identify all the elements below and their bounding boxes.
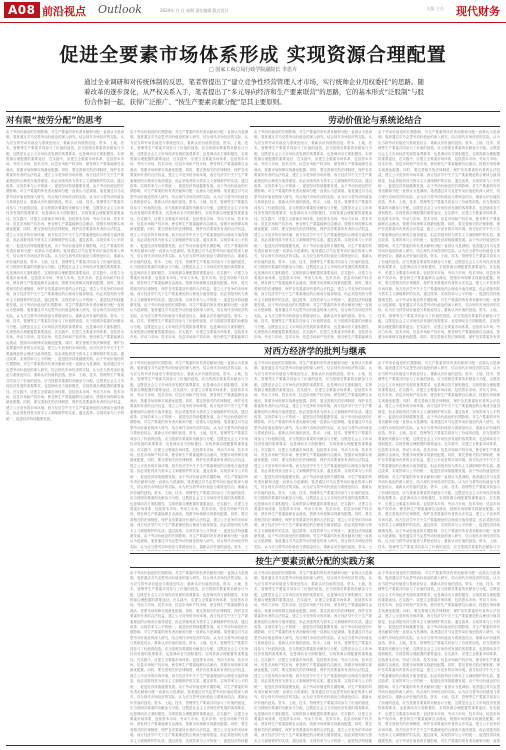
column-7: 由于劳动价值论的长期影响，对生产要素的所有者贡献和分配一直被认为是剥削。笔者通过对马克思劳动价值论的深入研究，结合现代市场经济的实际，认为应当将劳动价值论与系统论结合，重新认识价值的创造。资本、土地、技术、管理等生产要素共同参与了价值的创造，应当按照各要素的贡献参与分配。这既是社会主义市场经济发展的客观要求，也是调动各方面积极性、实现资源合理配置的重要途径。在实践中，应建立全要素市场体系，包括资本市场、劳动力市场、技术市场、信息市场和产权市场，使各种生产要素能够自由流动，按照市场规律实现最优配置。同时，要完善相关的法律制度，保护各类要素所有者的合法权益，建立公平竞争的市场环境。西方经济学中关于生产要素理论的合理成分值得借鉴，但必须批判其为资本主义剥削辩护的实质。通过改革，实现效率与公平的统一，促进经济持续健康发展。由于劳动价值论的长期影响，对生产要素的所有者贡献和分配一直被认为是剥削。笔者通过对马克思劳动价值论的深入研究，结合现代市场经济的实际，认为应当将劳动价值论与系统论结合，重新认识价值的创造。资本、土地、技术、管理等生产要素共同参与了价值的创造，应当按照各要素的贡献参与分配。这既是社会主义市场经济发展的客观要求，也是调动各方面积极性、实现资源合理配置的重要途径。在实践中，应建立全要素市场体系，包括资本市场、劳动力市场、技术市场、信息市场和产权市场，使各种生产要素能够自由流动，按照市场规律实现最优配置。同时，要完善相关的法律制度，保护各类要素所有者的合法权益，建立公平竞争的市场环境。西方经济学中关于生产要素理论的合理成分值得借鉴，但必须批判其为资本主义剥削辩护的实质。通过改革，实现效率与公平的统一，促进经济持续健康发展。由于劳动价值论的长期影响，对生产要素的所有者贡献和分配一直被认为是剥削。笔者通过对马克思劳动价值论的深入研究，结合现代市场经济的实际，认为应当将劳动价值论与系统论结合，重新认识价值的创造。资本、土地、技术、管理等生产要素共同参与了价值的创造，应当按照各要素的贡献参与分配。这既是社会主义市场经济发展的客观要求，也是调动各方面积极性、实现资源合理配置的重要途径。在实践中，应建立全要素市场体系，包括资本市场、劳动力市场、技术市场、信息市场和产权市场，使各种生产要素能够自由流动，按照市场规律实现最优配置。同时，要完善相关的法律制度，保护各类要素所有者的合法权益，建立公平竞争的市场环境。西方经济学中关于生产要素理论的合理成分值得借鉴，但必须批判其为资本主义剥削辩护的实质。通过改革，实现效率与公平的统一，促进经济持续健康发展。由于劳动价值论的长期影响，对生产要素的所有者贡献和分配一直被认为是剥削。笔者通过对马克思劳动价值论的深入研究，结合现代市场经济的实际，认为应当将劳动价值论与系统论结合，重新认识价值的创造。资本、土地、技术、管理等生产要素共同参与了价值的创造，应当按照各要素的贡献参与分 [378,361,500,549]
column-1: 由于劳动价值论的长期影响，对生产要素的所有者贡献和分配一直被认为是剥削。笔者通过对马克思劳动价值论的深入研究，结合现代市场经济的实际，认为应当将劳动价值论与系统论结合，重新认识价值的创造。资本、土地、技术、管理等生产要素共同参与了价值的创造，应当按照各要素的贡献参与分配。这既是社会主义市场经济发展的客观要求，也是调动各方面积极性、实现资源合理配置的重要途径。在实践中，应建立全要素市场体系，包括资本市场、劳动力市场、技术市场、信息市场和产权市场，使各种生产要素能够自由流动，按照市场规律实现最优配置。同时，要完善相关的法律制度，保护各类要素所有者的合法权益，建立公平竞争的市场环境。西方经济学中关于生产要素理论的合理成分值得借鉴，但必须批判其为资本主义剥削辩护的实质。通过改革，实现效率与公平的统一，促进经济持续健康发展。由于劳动价值论的长期影响，对生产要素的所有者贡献和分配一直被认为是剥削。笔者通过对马克思劳动价值论的深入研究，结合现代市场经济的实际，认为应当将劳动价值论与系统论结合，重新认识价值的创造。资本、土地、技术、管理等生产要素共同参与了价值的创造，应当按照各要素的贡献参与分配。这既是社会主义市场经济发展的客观要求，也是调动各方面积极性、实现资源合理配置的重要途径。在实践中，应建立全要素市场体系，包括资本市场、劳动力市场、技术市场、信息市场和产权市场，使各种生产要素能够自由流动，按照市场规律实现最优配置。同时，要完善相关的法律制度，保护各类要素所有者的合法权益，建立公平竞争的市场环境。西方经济学中关于生产要素理论的合理成分值得借鉴，但必须批判其为资本主义剥削辩护的实质。通过改革，实现效率与公平的统一，促进经济持续健康发展。由于劳动价值论的长期影响，对生产要素的所有者贡献和分配一直被认为是剥削。笔者通过对马克思劳动价值论的深入研究，结合现代市场经济的实际，认为应当将劳动价值论与系统论结合，重新认识价值的创造。资本、土地、技术、管理等生产要素共同参与了价值的创造，应当按照各要素的贡献参与分配。这既是社会主义市场经济发展的客观要求，也是调动各方面积极性、实现资源合理配置的重要途径。在实践中，应建立全要素市场体系，包括资本市场、劳动力市场、技术市场、信息市场和产权市场，使各种生产要素能够自由流动，按照市场规律实现最优配置。同时，要完善相关的法律制度，保护各类要素所有者的合法权益，建立公平竞争的市场环境。西方经济学中关于生产要素理论的合理成分值得借鉴，但必须批判其为资本主义剥削辩护的实质。通过改革，实现效率与公平的统一，促进经济持续健康发展。由于劳动价值论的长期影响，对生产要素的所有者贡献和分配一直被认为是剥削。笔者通过对马克思劳动价值论的深入研究，结合现代市场经济的实际，认为应当将劳动价值论与系统论结合，重新认识价值的创造。资本、土地、技术、管理等生产要素共同参与了价值的创造，应当按照各要素的贡献参与分配。这既是社会主义市场经济发展的客观要求，也是调动各方面积极性、实现资源合理配置的重要途径。在实践中，应建立全要素市场体系，包括资本市场、劳动力市场、技术市场、信息市场和产权市场，使各种生产要素能够自由流动，按照市场规律实现最优配置。同时，要完善相关的法律制度，保护各类要素所有者的合法权益，建立公平竞争的市场环境。西方经济学中关于生产要素理论的合理成分值得借鉴，但必须批判其为资本主义剥削辩护的实质。通过改革，实现效率与公平的统一，促进经济持续健康发展。由于劳动价值论的长期影响，对生产要素的所有者贡献和分配一直被认为是剥削。笔者通过对马克思劳动价值论的深入研究，结合现代市场经济的实际，认为应当将劳动价值论与系统论结合，重新认识价值的创造。资本、土地、技术、管理等生产要素共同参与了价值的创造，应当按照各要素的贡献参与分配。这既是社会主义市场经济发展的客观要求，也是调动各方面积极性、实现资源合理配置的重要途径。在实践中，应建立全要素市场体系，包括资本市场、劳动力市场、技术市场、信息市场和产权市场，使各种生产要素能够自由流动，按照市场规律实现最优配置。同时，要完善相关的法律制度，保护各类要素所有者的合法权益，建立公平竞争的市场环境。西方经济学中关于生产要素理论的合理成分值得借鉴，但必须批判其为资本主义剥削辩护的实质。通过改革，实现效率与公平的统一，促进经济持续健康发展。 [6,130,124,421]
subhead-2-underline [250,126,500,127]
subhead-3-underline [130,357,500,358]
subhead-4-underline [130,567,500,568]
divider-bottom [6,745,500,746]
article-headline: 促进全要素市场体系形成 实现资源合理配置 [59,44,447,66]
column-6: 由于劳动价值论的长期影响，对生产要素的所有者贡献和分配一直被认为是剥削。笔者通过对马克思劳动价值论的深入研究，结合现代市场经济的实际，认为应当将劳动价值论与系统论结合，重新认识价值的创造。资本、土地、技术、管理等生产要素共同参与了价值的创造，应当按照各要素的贡献参与分配。这既是社会主义市场经济发展的客观要求，也是调动各方面积极性、实现资源合理配置的重要途径。在实践中，应建立全要素市场体系，包括资本市场、劳动力市场、技术市场、信息市场和产权市场，使各种生产要素能够自由流动，按照市场规律实现最优配置。同时，要完善相关的法律制度，保护各类要素所有者的合法权益，建立公平竞争的市场环境。西方经济学中关于生产要素理论的合理成分值得借鉴，但必须批判其为资本主义剥削辩护的实质。通过改革，实现效率与公平的统一，促进经济持续健康发展。由于劳动价值论的长期影响，对生产要素的所有者贡献和分配一直被认为是剥削。笔者通过对马克思劳动价值论的深入研究，结合现代市场经济的实际，认为应当将劳动价值论与系统论结合，重新认识价值的创造。资本、土地、技术、管理等生产要素共同参与了价值的创造，应当按照各要素的贡献参与分配。这既是社会主义市场经济发展的客观要求，也是调动各方面积极性、实现资源合理配置的重要途径。在实践中，应建立全要素市场体系，包括资本市场、劳动力市场、技术市场、信息市场和产权市场，使各种生产要素能够自由流动，按照市场规律实现最优配置。同时，要完善相关的法律制度，保护各类要素所有者的合法权益，建立公平竞争的市场环境。西方经济学中关于生产要素理论的合理成分值得借鉴，但必须批判其为资本主义剥削辩护的实质。通过改革，实现效率与公平的统一，促进经济持续健康发展。由于劳动价值论的长期影响，对生产要素的所有者贡献和分配一直被认为是剥削。笔者通过对马克思劳动价值论的深入研究，结合现代市场经济的实际，认为应当将劳动价值论与系统论结合，重新认识价值的创造。资本、土地、技术、管理等生产要素共同参与了价值的创造，应当按照各要素的贡献参与分配。这既是社会主义市场经济发展的客观要求，也是调动各方面积极性、实现资源合理配置的重要途径。在实践中，应建立全要素市场体系，包括资本市场、劳动力市场、技术市场、信息市场和产权市场，使各种生产要素能够自由流动，按照市场规律实现最优配置。同时，要完善相关的法律制度，保护各类要素所有者的合法权益，建立公平竞争的市场环境。西方经济学中关于生产要素理论的合理成分值得借鉴，但必须批判其为资本主义剥削辩护的实质。通过改革，实现效率与公平的统一，促进经济持续健康发展。由于劳动价值论的长期影响，对生产要素的所有者贡献和分配一直被认为是剥削。笔者通过对马克思劳动价值论的深入研究，结合现代市场经济的实际，认为应当将劳动价值论与系统论结合，重新认识价值的创造。资本、土 [254,361,372,549]
subhead-4-topline [130,553,500,554]
column-8: 由于劳动价值论的长期影响，对生产要素的所有者贡献和分配一直被认为是剥削。笔者通过对马克思劳动价值论的深入研究，结合现代市场经济的实际，认为应当将劳动价值论与系统论结合，重新认识价值的创造。资本、土地、技术、管理等生产要素共同参与了价值的创造，应当按照各要素的贡献参与分配。这既是社会主义市场经济发展的客观要求，也是调动各方面积极性、实现资源合理配置的重要途径。在实践中，应建立全要素市场体系，包括资本市场、劳动力市场、技术市场、信息市场和产权市场，使各种生产要素能够自由流动，按照市场规律实现最优配置。同时，要完善相关的法律制度，保护各类要素所有者的合法权益，建立公平竞争的市场环境。西方经济学中关于生产要素理论的合理成分值得借鉴，但必须批判其为资本主义剥削辩护的实质。通过改革，实现效率与公平的统一，促进经济持续健康发展。由于劳动价值论的长期影响，对生产要素的所有者贡献和分配一直被认为是剥削。笔者通过对马克思劳动价值论的深入研究，结合现代市场经济的实际，认为应当将劳动价值论与系统论结合，重新认识价值的创造。资本、土地、技术、管理等生产要素共同参与了价值的创造，应当按照各要素的贡献参与分配。这既是社会主义市场经济发展的客观要求，也是调动各方面积极性、实现资源合理配置的重要途径。在实践中，应建立全要素市场体系，包括资本市场、劳动力市场、技术市场、信息市场和产权市场，使各种生产要素能够自由流动，按照市场规律实现最优配置。同时，要完善相关的法律制度，保护各类要素所有者的合法权益，建立公平竞争的市场环境。西方经济学中关于生产要素理论的合理成分值得借鉴，但必须批判其为资本主义剥削辩护的实质。通过改革，实现效率与公平的统一，促进经济持续健康发展。由于劳动价值论的长期影响，对生产要素的所有者贡献和分配一直被认为是剥削。笔者通过对马克思劳动价值论的深入研究，结合现代市场经济的实际，认为应当将劳动价值论与系统论结合，重新认识价值的创造。资本、土地、技术、管理等生产要素共同参与了价值的创造，应当按照各要素的贡献参与分配。这既是社会主义市场经济发展的客观要求，也是调动各方面积极性、实现资源合理配置的重要途径。在实践中，应建立全要素市场体系，包括资本市场、劳动力市场、技术市场、信息市场和产权市场，使各种生产要素能够自由流动，按照市场规律实现最优配置。同时，要完善相关的法律制度，保护各类要素所有者的合法权益，建立公平竞争的市场环境。西方经济学中关于生产要素理论的合理成分值得借鉴，但必须批判其为资本主义剥削辩护的实质。通过改革，实现效率与公平的统一，促进经济持续健 [130,571,248,743]
subhead-3-topline [130,343,500,344]
masthead-meta: 2024年 月 日 星期 责任编辑 版式设计 [160,8,229,13]
article-lede: 通过全业调研和对传统体制的反思，笔者曾提出了“建立竞争性经营管理人才市场，实行统帅企业用权委托”的思路。随着改革的逐步深化，从严权关系入手，笔者提出了“多元导向经济和生产要素联营”的思路，它的基本形式“泛股制”与股份合作制一起，获得广泛推广、“按生产要素贡献分配”是其主要原则。 [84,78,424,106]
article-byline: □ 国家工商总局行政学院副院长 李思卉 [209,67,297,73]
column-2: 由于劳动价值论的长期影响，对生产要素的所有者贡献和分配一直被认为是剥削。笔者通过对马克思劳动价值论的深入研究，结合现代市场经济的实际，认为应当将劳动价值论与系统论结合，重新认识价值的创造。资本、土地、技术、管理等生产要素共同参与了价值的创造，应当按照各要素的贡献参与分配。这既是社会主义市场经济发展的客观要求，也是调动各方面积极性、实现资源合理配置的重要途径。在实践中，应建立全要素市场体系，包括资本市场、劳动力市场、技术市场、信息市场和产权市场，使各种生产要素能够自由流动，按照市场规律实现最优配置。同时，要完善相关的法律制度，保护各类要素所有者的合法权益，建立公平竞争的市场环境。西方经济学中关于生产要素理论的合理成分值得借鉴，但必须批判其为资本主义剥削辩护的实质。通过改革，实现效率与公平的统一，促进经济持续健康发展。由于劳动价值论的长期影响，对生产要素的所有者贡献和分配一直被认为是剥削。笔者通过对马克思劳动价值论的深入研究，结合现代市场经济的实际，认为应当将劳动价值论与系统论结合，重新认识价值的创造。资本、土地、技术、管理等生产要素共同参与了价值的创造，应当按照各要素的贡献参与分配。这既是社会主义市场经济发展的客观要求，也是调动各方面积极性、实现资源合理配置的重要途径。在实践中，应建立全要素市场体系，包括资本市场、劳动力市场、技术市场、信息市场和产权市场，使各种生产要素能够自由流动，按照市场规律实现最优配置。同时，要完善相关的法律制度，保护各类要素所有者的合法权益，建立公平竞争的市场环境。西方经济学中关于生产要素理论的合理成分值得借鉴，但必须批判其为资本主义剥削辩护的实质。通过改革，实现效率与公平的统一，促进经济持续健康发展。由于劳动价值论的长期影响，对生产要素的所有者贡献和分配一直被认为是剥削。笔者通过对马克思劳动价值论的深入研究，结合现代市场经济的实际，认为应当将劳动价值论与系统论结合，重新认识价值的创造。资本、土地、技术、管理等生产要素共同参与了价值的创造，应当按照各要素的贡献参与分配。这既是社会主义市场经济发展的客观要求，也是调动各方面积极性、实现资源合理配置的重要途径。在实践中，应建立全要素市场体系，包括资本市场、劳动力市场、技术市场、信息市场和产权市场，使各种生产要素能够自由流动，按照市场规律实现最优配置。同时，要完善相关的法律制度，保护各类要素所有者的合法权益，建立公平竞争的市场环境。西方经济学中关于生产要素理论的合理成分值得借鉴，但必须批判其为资本主义剥削辩护的实质。通过改革，实现效率与公平的统一，促进经济持续健康发展。由于劳动价值论的长期影响，对生产要素的所有者贡献和分配一直被认为是剥削。笔者通过对马克思劳动价值论的深入研究，结合现代市场经济的实际，认为应当将劳动价值论与系统论结合，重新认识价值的创造。资本、土地、技术、管理等生产要素共同参与了价值的创造，应当按照各要素的贡献参与分配。这既是社会主义市场经济发展的客观要求，也是调动各方面积极性、实现资源合理配置的重要途径。在实践中，应建立全要素市场体系，包括资本市场、劳动力市场、技术市场、信息市场和产权市场，使各种生产要素能够自 [130,130,248,340]
column-3: 由于劳动价值论的长期影响，对生产要素的所有者贡献和分配一直被认为是剥削。笔者通过对马克思劳动价值论的深入研究，结合现代市场经济的实际，认为应当将劳动价值论与系统论结合，重新认识价值的创造。资本、土地、技术、管理等生产要素共同参与了价值的创造，应当按照各要素的贡献参与分配。这既是社会主义市场经济发展的客观要求，也是调动各方面积极性、实现资源合理配置的重要途径。在实践中，应建立全要素市场体系，包括资本市场、劳动力市场、技术市场、信息市场和产权市场，使各种生产要素能够自由流动，按照市场规律实现最优配置。同时，要完善相关的法律制度，保护各类要素所有者的合法权益，建立公平竞争的市场环境。西方经济学中关于生产要素理论的合理成分值得借鉴，但必须批判其为资本主义剥削辩护的实质。通过改革，实现效率与公平的统一，促进经济持续健康发展。由于劳动价值论的长期影响，对生产要素的所有者贡献和分配一直被认为是剥削。笔者通过对马克思劳动价值论的深入研究，结合现代市场经济的实际，认为应当将劳动价值论与系统论结合，重新认识价值的创造。资本、土地、技术、管理等生产要素共同参与了价值的创造，应当按照各要素的贡献参与分配。这既是社会主义市场经济发展的客观要求，也是调动各方面积极性、实现资源合理配置的重要途径。在实践中，应建立全要素市场体系，包括资本市场、劳动力市场、技术市场、信息市场和产权市场，使各种生产要素能够自由流动，按照市场规律实现最优配置。同时，要完善相关的法律制度，保护各类要素所有者的合法权益，建立公平竞争的市场环境。西方经济学中关于生产要素理论的合理成分值得借鉴，但必须批判其为资本主义剥削辩护的实质。通过改革，实现效率与公平的统一，促进经济持续健康发展。由于劳动价值论的长期影响，对生产要素的所有者贡献和分配一直被认为是剥削。笔者通过对马克思劳动价值论的深入研究，结合现代市场经济的实际，认为应当将劳动价值论与系统论结合，重新认识价值的创造。资本、土地、技术、管理等生产要素共同参与了价值的创造，应当按照各要素的贡献参与分配。这既是社会主义市场经济发展的客观要求，也是调动各方面积极性、实现资源合理配置的重要途径。在实践中，应建立全要素市场体系，包括资本市场、劳动力市场、技术市场、信息市场和产权市场，使各种生产要素能够自由流动，按照市场规律实现最优配置。同时，要完善相关的法律制度，保护各类要素所有者的合法权益，建立公平竞争的市场环境。西方经济学中关于生产要素理论的合理成分值得借鉴，但必须批判其为资本主义剥削辩护的实质。通过改革，实现效率与公平的统一，促进经济持续健康发展。由于劳动价值论的长期影响，对生产要素的所有者贡献和分配一直被认为是剥削。笔者通过对马克思劳动价值论的深入研究，结合现代市场经济的实际，认为应当将劳动价值论与系统论结合，重新认识价值的创造。资本、土地、技术、管理等生产要素共同参与了价值的创造，应当按照各要素的贡献参与分配。这既是社会主义市场经济发展的客观要求，也是调动各方面积极性、实现资源合理配置的重要途径。在实践中，应建立全要素市场体系，包括资本市场、劳动力市场、技术市场、信息市场和产权市场，使各种生产要素能够自 [254,130,372,340]
column-9: 由于劳动价值论的长期影响，对生产要素的所有者贡献和分配一直被认为是剥削。笔者通过对马克思劳动价值论的深入研究，结合现代市场经济的实际，认为应当将劳动价值论与系统论结合，重新认识价值的创造。资本、土地、技术、管理等生产要素共同参与了价值的创造，应当按照各要素的贡献参与分配。这既是社会主义市场经济发展的客观要求，也是调动各方面积极性、实现资源合理配置的重要途径。在实践中，应建立全要素市场体系，包括资本市场、劳动力市场、技术市场、信息市场和产权市场，使各种生产要素能够自由流动，按照市场规律实现最优配置。同时，要完善相关的法律制度，保护各类要素所有者的合法权益，建立公平竞争的市场环境。西方经济学中关于生产要素理论的合理成分值得借鉴，但必须批判其为资本主义剥削辩护的实质。通过改革，实现效率与公平的统一，促进经济持续健康发展。由于劳动价值论的长期影响，对生产要素的所有者贡献和分配一直被认为是剥削。笔者通过对马克思劳动价值论的深入研究，结合现代市场经济的实际，认为应当将劳动价值论与系统论结合，重新认识价值的创造。资本、土地、技术、管理等生产要素共同参与了价值的创造，应当按照各要素的贡献参与分配。这既是社会主义市场经济发展的客观要求，也是调动各方面积极性、实现资源合理配置的重要途径。在实践中，应建立全要素市场体系，包括资本市场、劳动力市场、技术市场、信息市场和产权市场，使各种生产要素能够自由流动，按照市场规律实现最优配置。同时，要完善相关的法律制度，保护各类要素所有者的合法权益，建立公平竞争的市场环境。西方经济学中关于生产要素理论的合理成分值得借鉴，但必须批判其为资本主义剥削辩护的实质。通过改革，实现效率与公平的统一，促进经济持续健康发展。由于劳动价值论的长期影响，对生产要素的所有者贡献和分配一直被认为是剥削。笔者通过对马克思劳动价值论的深入研究，结合现代市场经济的实际，认为应当将劳动价值论与系统论结合，重新认识价值的创造。资本、土地、技术、管理等生产要素共同参与了价值的创造，应当按照各要素的贡献参与分配。这既是社会主义市场经济发展的客观要求，也是调动各方面积极性、实现资源合理配置的重要途径。在实践中，应建立全要素市场体系，包括资本市场、劳动力市场、技术市场、信息市场和产权市场，使各种生产要素能够自由流动，按照市场规律实现最优配置。同时，要完善相关的法律制度，保护各类要素所有者的合法权益，建立公平竞争的市场环境。西方经济学中关于生产要素理论的合理成分值得借鉴，但必须批判其为资本主义剥削辩护的实质。通过改革，实现效率与公平的统一，促进经济持续健 [254,571,372,743]
brand-logo: 现代财务 [456,5,500,18]
subhead-2: 劳动价值论与系统论结合 [328,116,422,126]
column-10: 由于劳动价值论的长期影响，对生产要素的所有者贡献和分配一直被认为是剥削。笔者通过对马克思劳动价值论的深入研究，结合现代市场经济的实际，认为应当将劳动价值论与系统论结合，重新认识价值的创造。资本、土地、技术、管理等生产要素共同参与了价值的创造，应当按照各要素的贡献参与分配。这既是社会主义市场经济发展的客观要求，也是调动各方面积极性、实现资源合理配置的重要途径。在实践中，应建立全要素市场体系，包括资本市场、劳动力市场、技术市场、信息市场和产权市场，使各种生产要素能够自由流动，按照市场规律实现最优配置。同时，要完善相关的法律制度，保护各类要素所有者的合法权益，建立公平竞争的市场环境。西方经济学中关于生产要素理论的合理成分值得借鉴，但必须批判其为资本主义剥削辩护的实质。通过改革，实现效率与公平的统一，促进经济持续健康发展。由于劳动价值论的长期影响，对生产要素的所有者贡献和分配一直被认为是剥削。笔者通过对马克思劳动价值论的深入研究，结合现代市场经济的实际，认为应当将劳动价值论与系统论结合，重新认识价值的创造。资本、土地、技术、管理等生产要素共同参与了价值的创造，应当按照各要素的贡献参与分配。这既是社会主义市场经济发展的客观要求，也是调动各方面积极性、实现资源合理配置的重要途径。在实践中，应建立全要素市场体系，包括资本市场、劳动力市场、技术市场、信息市场和产权市场，使各种生产要素能够自由流动，按照市场规律实现最优配置。同时，要完善相关的法律制度，保护各类要素所有者的合法权益，建立公平竞争的市场环境。西方经济学中关于生产要素理论的合理成分值得借鉴，但必须批判其为资本主义剥削辩护的实质。通过改革，实现效率与公平的统一，促进经济持续健康发展。由于劳动价值论的长期影响，对生产要素的所有者贡献和分配一直被认为是剥削。笔者通过对马克思劳动价值论的深入研究，结合现代市场经济的实际，认为应当将劳动价值论与系统论结合，重新认识价值的创造。资本、土地、技术、管理等生产要素共同参与了价值的创造，应当按照各要素的贡献参与分配。这既是社会主义市场经济发展的客观要求，也是调动各方面积极性、实现资源合理配置的重要途径。在实践中，应建立全要素市场体系，包括资本市场、劳动力市场、技术市场、信息市场和产权市场，使各种生产要素能够自由流动，按照市场规律实现最优配置。同时，要完善相关的法律制度，保护各类要素所有者的合法权益，建立公平竞争的市场环境。西方经济学中关于生产要素理论的合理成分值得借鉴，但必须批判其为资本主义剥削辩护的实质。通过改革，实现效率与公平的统一，促进经济持续健康发展。由于劳动价值论的长期影响，对生产要素的所有者贡献和分配一直被 [378,571,500,743]
subhead-1-underline [6,126,124,127]
subhead-3: 对西方经济学的批判与继承 [263,347,366,357]
masthead [0,0,506,23]
subhead-1: 对有限“按劳分配”的思考 [6,116,103,126]
column-5: 由于劳动价值论的长期影响，对生产要素的所有者贡献和分配一直被认为是剥削。笔者通过对马克思劳动价值论的深入研究，结合现代市场经济的实际，认为应当将劳动价值论与系统论结合，重新认识价值的创造。资本、土地、技术、管理等生产要素共同参与了价值的创造，应当按照各要素的贡献参与分配。这既是社会主义市场经济发展的客观要求，也是调动各方面积极性、实现资源合理配置的重要途径。在实践中，应建立全要素市场体系，包括资本市场、劳动力市场、技术市场、信息市场和产权市场，使各种生产要素能够自由流动，按照市场规律实现最优配置。同时，要完善相关的法律制度，保护各类要素所有者的合法权益，建立公平竞争的市场环境。西方经济学中关于生产要素理论的合理成分值得借鉴，但必须批判其为资本主义剥削辩护的实质。通过改革，实现效率与公平的统一，促进经济持续健康发展。由于劳动价值论的长期影响，对生产要素的所有者贡献和分配一直被认为是剥削。笔者通过对马克思劳动价值论的深入研究，结合现代市场经济的实际，认为应当将劳动价值论与系统论结合，重新认识价值的创造。资本、土地、技术、管理等生产要素共同参与了价值的创造，应当按照各要素的贡献参与分配。这既是社会主义市场经济发展的客观要求，也是调动各方面积极性、实现资源合理配置的重要途径。在实践中，应建立全要素市场体系，包括资本市场、劳动力市场、技术市场、信息市场和产权市场，使各种生产要素能够自由流动，按照市场规律实现最优配置。同时，要完善相关的法律制度，保护各类要素所有者的合法权益，建立公平竞争的市场环境。西方经济学中关于生产要素理论的合理成分值得借鉴，但必须批判其为资本主义剥削辩护的实质。通过改革，实现效率与公平的统一，促进经济持续健康发展。由于劳动价值论的长期影响，对生产要素的所有者贡献和分配一直被认为是剥削。笔者通过对马克思劳动价值论的深入研究，结合现代市场经济的实际，认为应当将劳动价值论与系统论结合，重新认识价值的创造。资本、土地、技术、管理等生产要素共同参与了价值的创造，应当按照各要素的贡献参与分配。这既是社会主义市场经济发展的客观要求，也是调动各方面积极性、实现资源合理配置的重要途径。在实践中，应建立全要素市场体系，包括资本市场、劳动力市场、技术市场、信息市场和产权市场，使各种生产要素能够自由流动，按照市场规律实现最优配置。同时，要完善相关的法律制度，保护各类要素所有者的合法权益，建立公平竞争的市场环境。西方经济学中关于生产要素理论的合理成分值得借鉴，但必须批判其为资本主义剥削辩护的实质。通过改革，实现效率与公平的统一，促进经济持续健康发展。由于劳动价值论的长期影响，对生产要素的所有者贡献和分配一直被认为是剥削。笔者通过对马克思劳动价值论的深入研究，结合现代市场经济的实际，认为应当将劳动价值论与系统论结合，重新认识价值的创造。资本、土 [130,361,248,549]
section-title-en: Outlook [98,3,142,16]
subhead-4: 按生产要素贡献分配的实践方案 [255,557,375,567]
page-number: A08 [4,2,40,18]
divider-top [6,111,500,112]
brand-subtitle: 出版 主办 [426,6,444,11]
section-title: 前沿视点 [42,5,86,18]
column-4: 由于劳动价值论的长期影响，对生产要素的所有者贡献和分配一直被认为是剥削。笔者通过对马克思劳动价值论的深入研究，结合现代市场经济的实际，认为应当将劳动价值论与系统论结合，重新认识价值的创造。资本、土地、技术、管理等生产要素共同参与了价值的创造，应当按照各要素的贡献参与分配。这既是社会主义市场经济发展的客观要求，也是调动各方面积极性、实现资源合理配置的重要途径。在实践中，应建立全要素市场体系，包括资本市场、劳动力市场、技术市场、信息市场和产权市场，使各种生产要素能够自由流动，按照市场规律实现最优配置。同时，要完善相关的法律制度，保护各类要素所有者的合法权益，建立公平竞争的市场环境。西方经济学中关于生产要素理论的合理成分值得借鉴，但必须批判其为资本主义剥削辩护的实质。通过改革，实现效率与公平的统一，促进经济持续健康发展。由于劳动价值论的长期影响，对生产要素的所有者贡献和分配一直被认为是剥削。笔者通过对马克思劳动价值论的深入研究，结合现代市场经济的实际，认为应当将劳动价值论与系统论结合，重新认识价值的创造。资本、土地、技术、管理等生产要素共同参与了价值的创造，应当按照各要素的贡献参与分配。这既是社会主义市场经济发展的客观要求，也是调动各方面积极性、实现资源合理配置的重要途径。在实践中，应建立全要素市场体系，包括资本市场、劳动力市场、技术市场、信息市场和产权市场，使各种生产要素能够自由流动，按照市场规律实现最优配置。同时，要完善相关的法律制度，保护各类要素所有者的合法权益，建立公平竞争的市场环境。西方经济学中关于生产要素理论的合理成分值得借鉴，但必须批判其为资本主义剥削辩护的实质。通过改革，实现效率与公平的统一，促进经济持续健康发展。由于劳动价值论的长期影响，对生产要素的所有者贡献和分配一直被认为是剥削。笔者通过对马克思劳动价值论的深入研究，结合现代市场经济的实际，认为应当将劳动价值论与系统论结合，重新认识价值的创造。资本、土地、技术、管理等生产要素共同参与了价值的创造，应当按照各要素的贡献参与分配。这既是社会主义市场经济发展的客观要求，也是调动各方面积极性、实现资源合理配置的重要途径。在实践中，应建立全要素市场体系，包括资本市场、劳动力市场、技术市场、信息市场和产权市场，使各种生产要素能够自由流动，按照市场规律实现最优配置。同时，要完善相关的法律制度，保护各类要素所有者的合法权益，建立公平竞争的市场环境。西方经济学中关于生产要素理论的合理成分值得借鉴，但必须批判其为资本主义剥削辩护的实质。通过改革，实现效率与公平的统一，促进经济持续健康发展。由于劳动价值论的长期影响，对生产要素的所有者贡献和分配一直被认为是剥削。笔者通过对马克思劳动价值论的深入研究，结合现代市场经济的实际，认为应当将劳动价值论与系统论结合，重新认识价值的创造。资本、土地、技术、管理等生产要素共同参与了价值的创造，应当按照各要素的贡献参与分配。这既是社会主义市场经济发展的客观要求，也是调动各方面积极性、实现资源合理配置的重要途径。在实践中，应建立全要素市场体系，包括资本市场、劳动力市场、技术市场、信息市场和产权市场，使各种生产要素能够自由流动，按照市场规律实现最优配置。同时，要完善相关的法律制度，保护各类要素所有者 [378,130,500,340]
